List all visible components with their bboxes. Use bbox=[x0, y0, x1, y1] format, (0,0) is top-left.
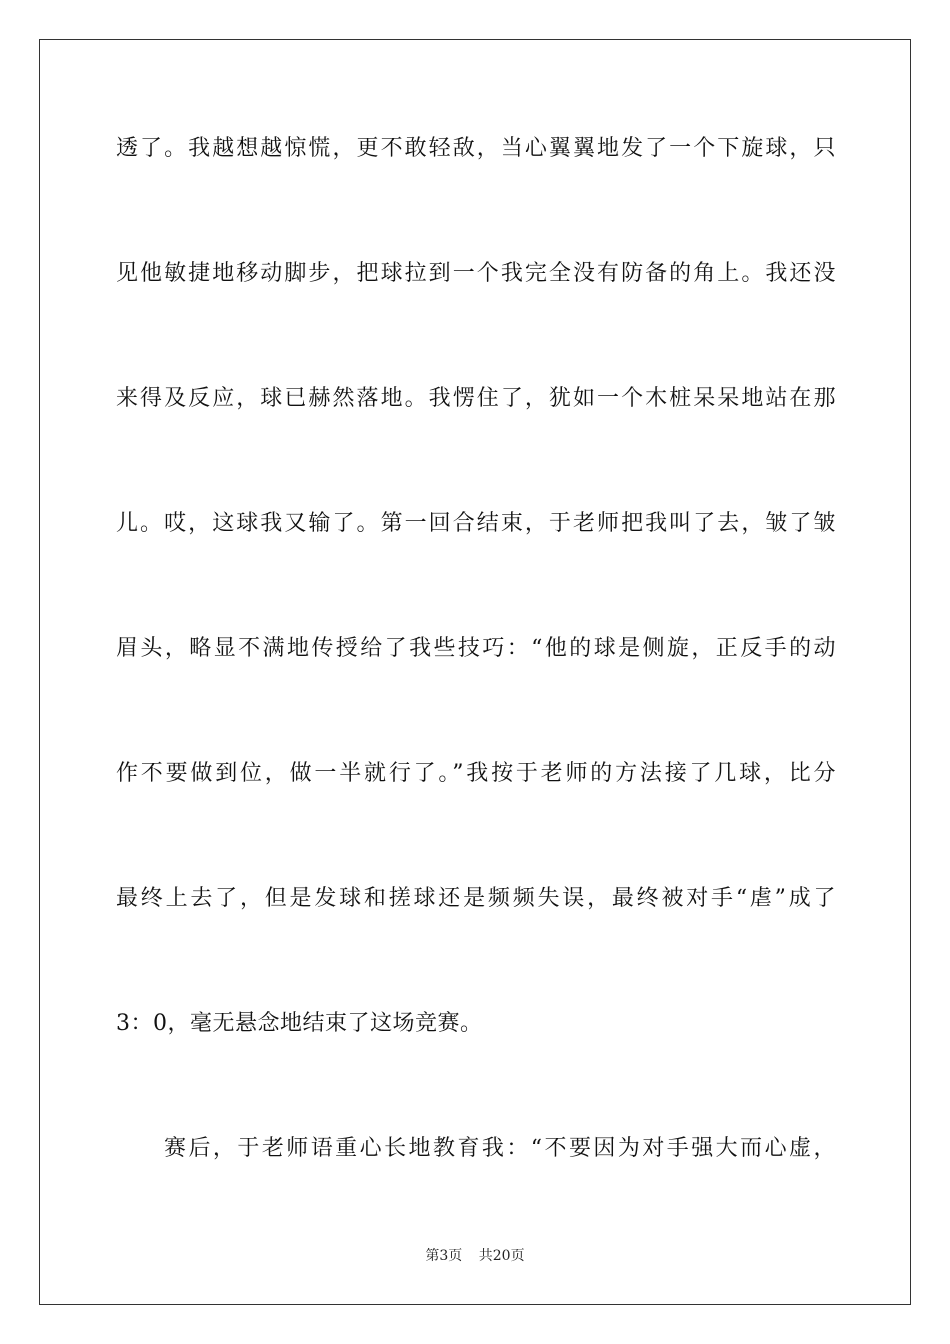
body-line-4: 儿。哎，这球我又输了。第一回合结束，于老师把我叫了去，皱了皱 bbox=[116, 511, 836, 536]
body-line-9: 赛后，于老师语重心长地教育我：“不要因为对手强大而心虚， bbox=[164, 1136, 836, 1161]
body-line-6: 作不要做到位，做一半就行了。”我按于老师的方法接了几球，比分 bbox=[116, 761, 836, 786]
body-line-3: 来得及反应，球已赫然落地。我愣住了，犹如一个木桩呆呆地站在那 bbox=[116, 386, 836, 411]
body-line-2: 见他敏捷地移动脚步，把球拉到一个我完全没有防备的角上。我还没 bbox=[116, 261, 836, 286]
body-line-8: 3：0，毫无悬念地结束了这场竞赛。 bbox=[116, 1011, 483, 1036]
page-footer bbox=[0, 1245, 950, 1265]
page-number: 第3页 bbox=[425, 1248, 463, 1264]
page-border bbox=[39, 39, 911, 1305]
page-total: 共20页 bbox=[478, 1248, 525, 1264]
body-line-7: 最终上去了，但是发球和搓球还是频频失误，最终被对手“虐”成了 bbox=[116, 886, 836, 911]
body-line-1: 透了。我越想越惊慌，更不敢轻敌，当心翼翼地发了一个下旋球，只 bbox=[116, 136, 836, 161]
body-line-5: 眉头，略显不满地传授给了我些技巧：“他的球是侧旋，正反手的动 bbox=[116, 636, 836, 661]
